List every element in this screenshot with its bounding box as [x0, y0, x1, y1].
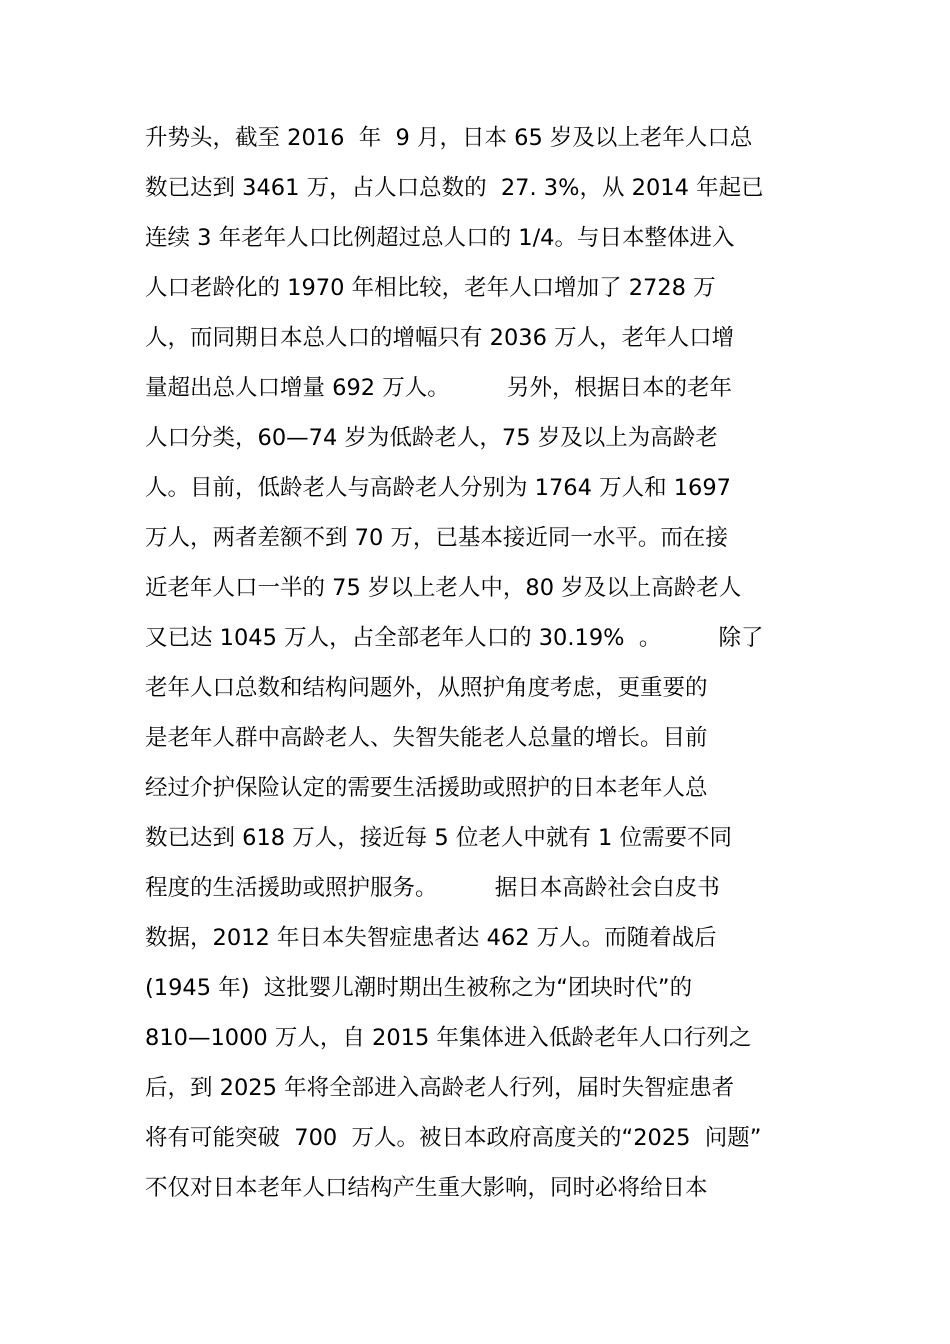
body-text [145, 113, 815, 1213]
text-line: 程度的生活援助或照护服务。 据日本高龄社会白皮书 [145, 875, 720, 901]
text-line: 人口分类，60—74 岁为低龄老人，75 岁及以上为高龄老 [145, 425, 718, 451]
text-line: 数据，2012 年日本失智症患者达 462 万人。而随着战后 [145, 925, 717, 951]
text-line: (1945 年) 这批婴儿潮时期出生被称之为“团块时代”的 [145, 975, 693, 1001]
text-line: 人，而同期日本总人口的增幅只有 2036 万人，老年人口增 [145, 325, 735, 351]
text-line: 后，到 2025 年将全部进入高龄老人行列，届时失智症患者 [145, 1075, 735, 1101]
text-line: 人。目前，低龄老人与高龄老人分别为 1764 万人和 1697 [145, 475, 731, 501]
text-line: 量超出总人口增量 692 万人。 另外，根据日本的老年 [145, 375, 732, 401]
text-line: 数已达到 618 万人，接近每 5 位老人中就有 1 位需要不同 [145, 825, 732, 851]
text-line: 是老年人群中高龄老人、失智失能老人总量的增长。目前 [145, 725, 708, 751]
text-line: 连续 3 年老年人口比例超过总人口的 1/4。与日本整体进入 [145, 225, 735, 251]
text-line: 人口老龄化的 1970 年相比较，老年人口增加了 2728 万 [145, 275, 716, 301]
text-line: 又已达 1045 万人，占全部老年人口的 30.19% 。 除了 [145, 625, 764, 651]
text-line: 升势头，截至 2016 年 9 月，日本 65 岁及以上老年人口总 [145, 125, 753, 151]
text-line: 近老年人口一半的 75 岁以上老人中，80 岁及以上高龄老人 [145, 575, 742, 601]
text-line: 万人，两者差额不到 70 万，已基本接近同一水平。而在接 [145, 525, 728, 551]
text-line: 老年人口总数和结构问题外，从照护角度考虑，更重要的 [145, 675, 708, 701]
text-line: 810—1000 万人，自 2015 年集体进入低龄老年人口行列之 [145, 1025, 752, 1051]
text-line: 数已达到 3461 万，占人口总数的 27. 3%，从 2014 年起已 [145, 175, 764, 201]
text-line: 经过介护保险认定的需要生活援助或照护的日本老年人总 [145, 775, 708, 801]
text-line: 将有可能突破 700 万人。被日本政府高度关的“2025 问题” [145, 1125, 762, 1151]
text-line: 不仅对日本老年人口结构产生重大影响，同时必将给日本 [145, 1175, 708, 1201]
